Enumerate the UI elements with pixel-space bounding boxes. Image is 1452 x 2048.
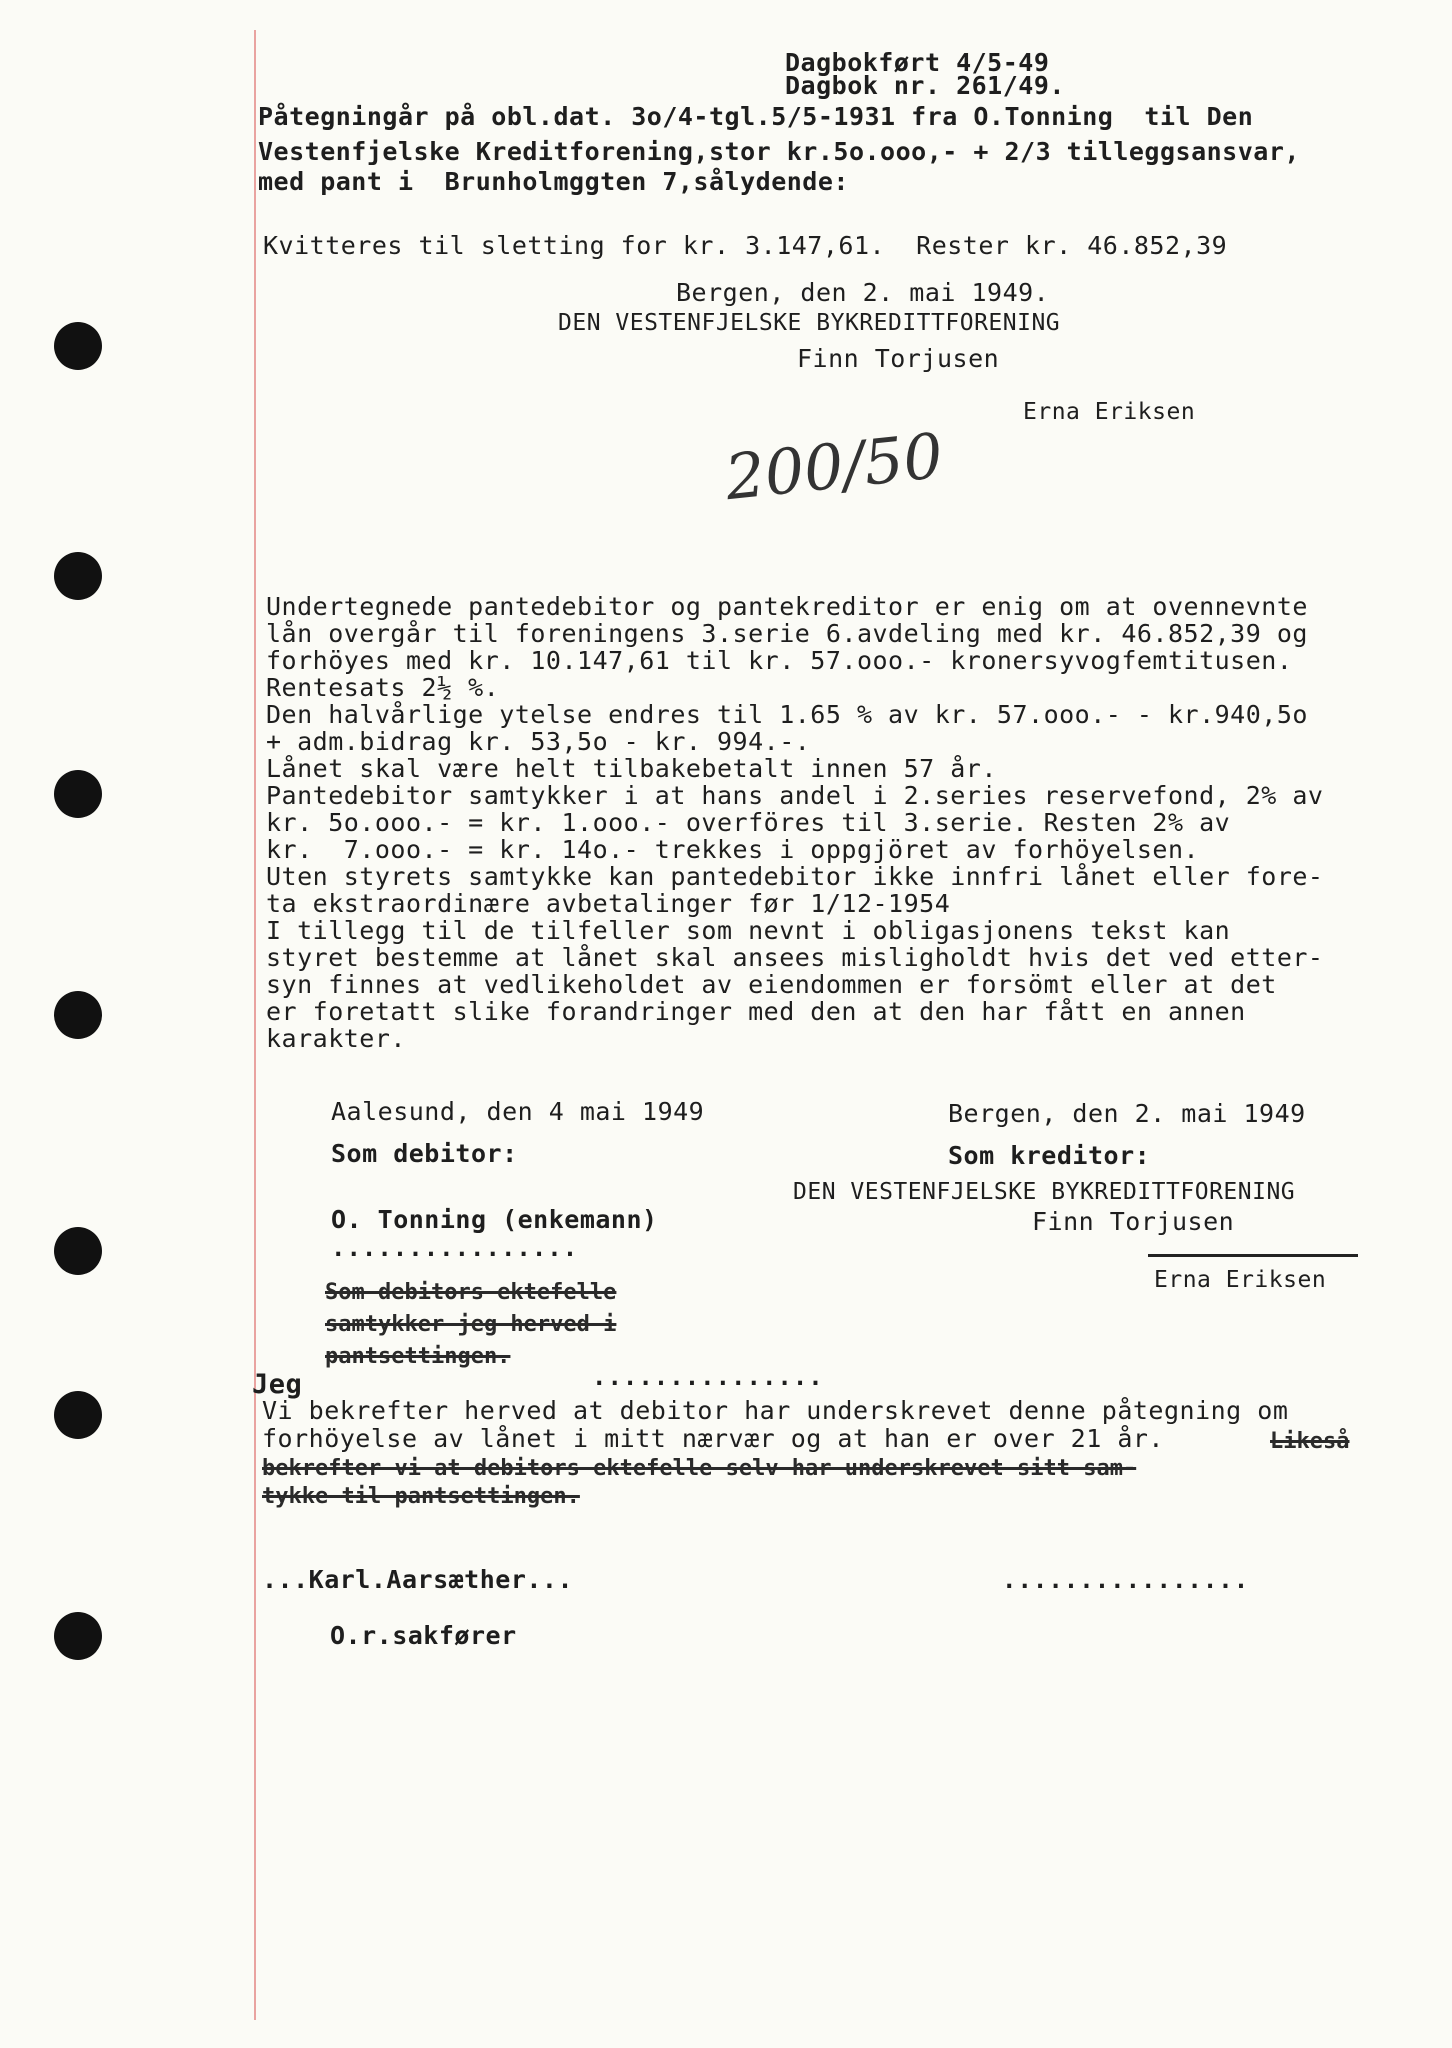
body-line: styret bestemme at lånet skal ansees misligholdt hvis det ved etter-	[266, 943, 1324, 972]
handwritten-annotation: 200/50	[721, 418, 947, 515]
signature-rule	[1148, 1254, 1358, 1257]
punch-hole	[54, 1612, 102, 1660]
body-line: Rentesats 2½ %.	[266, 673, 500, 702]
body-line: ta ekstraordinære avbetalinger før 1/12-1954	[266, 889, 951, 918]
body-line: er foretatt slike forandringer med den at den har fått en annen	[266, 997, 1246, 1026]
body-line: Lånet skal være helt tilbakebetalt innen 57 år.	[266, 754, 997, 783]
body-line: karakter.	[266, 1024, 406, 1053]
right-signature-dots: ................	[1002, 1566, 1250, 1594]
body-line: Den halvårlige ytelse endres til 1.65 % av kr. 57.ooo.- - kr.940,5o	[266, 700, 1308, 729]
kvittering-text: Kvitteres til sletting for kr. 3.147,61. Rester kr. 46.852,39	[263, 231, 1228, 260]
kreditor-place-date: Bergen, den 2. mai 1949	[948, 1099, 1306, 1128]
body-line: lån overgår til foreningens 3.serie 6.avdeling med kr. 46.852,39 og	[266, 619, 1308, 648]
confirmation-line-2: forhöyelse av lånet i mitt nærvær og at han er over 21 år.	[262, 1424, 1164, 1453]
confirmation-jeg: Jeg	[252, 1369, 303, 1400]
body-line: forhöyes med kr. 10.147,61 til kr. 57.ooo.- kronersyvogfemtitusen.	[266, 646, 1293, 675]
kreditor-label: Som kreditor:	[948, 1141, 1151, 1170]
debitor-dots: ................	[331, 1234, 579, 1262]
dagbok-line-2: Dagbok nr. 261/49.	[785, 71, 1065, 100]
confirmation-struck-2: bekrefter vi at debitors ektefelle selv har underskrevet sitt sam-	[262, 1456, 1137, 1481]
confirmation-line-1: Vi bekrefter herved at debitor har underskrevet denne påtegning om	[262, 1396, 1289, 1425]
body-line: + adm.bidrag kr. 53,5o - kr. 994.-.	[266, 727, 811, 756]
punch-hole	[54, 770, 102, 818]
confirmation-struck-3: tykke til pantsettingen.	[262, 1484, 580, 1509]
kvittering-signer-2: Erna Eriksen	[1023, 399, 1196, 425]
margin-line	[254, 30, 256, 2020]
body-line: I tillegg til de tilfeller som nevnt i obligasjonens tekst kan	[266, 916, 1231, 945]
body-line: kr. 7.ooo.- = kr. 14o.- trekkes i oppgjöret av forhöyelsen.	[266, 835, 1200, 864]
struck-line-3: pantsettingen.	[325, 1344, 511, 1369]
body-line: syn finnes at vedlikeholdet av eiendommen er forsömt eller at det	[266, 970, 1277, 999]
kvittering-place-date: Bergen, den 2. mai 1949.	[676, 278, 1050, 307]
kvittering-org: DEN VESTENFJELSKE BYKREDITTFORENING	[558, 310, 1061, 336]
body-line: kr. 5o.ooo.- = kr. 1.ooo.- overföres til 3.serie. Resten 2% av	[266, 808, 1231, 837]
struck-line-1: Som debitors ektefelle	[325, 1280, 617, 1305]
kvittering-signer-1: Finn Torjusen	[797, 344, 1000, 373]
punch-hole	[54, 552, 102, 600]
body-line: Uten styrets samtykke kan pantedebitor ikke innfri lånet eller fore-	[266, 862, 1324, 891]
kreditor-signer-2: Erna Eriksen	[1154, 1267, 1327, 1293]
witness-title: O.r.sakfører	[330, 1621, 517, 1650]
kreditor-signer-1: Finn Torjusen	[1032, 1207, 1235, 1236]
header-line-2: Vestenfjelske Kreditforening,stor kr.5o.ooo,- + 2/3 tilleggsansvar,	[258, 137, 1300, 166]
witness-name: ...Karl.Aarsæther...	[262, 1565, 574, 1594]
header-line-3: med pant i Brunholmggten 7,sålydende:	[258, 167, 849, 196]
header-line-1: Påtegningår på obl.dat. 3o/4-tgl.5/5-1931 fra O.Tonning til Den	[258, 102, 1254, 131]
dagbok-line-1: Dagbokført 4/5-49	[785, 48, 1050, 77]
debitor-label: Som debitor:	[331, 1139, 518, 1168]
punch-hole	[54, 1227, 102, 1275]
confirmation-struck-1: Likeså	[1270, 1429, 1350, 1454]
debitor-place-date: Aalesund, den 4 mai 1949	[331, 1097, 705, 1126]
punch-hole	[54, 322, 102, 370]
punch-hole	[54, 991, 102, 1039]
struck-line-2: samtykker jeg herved i	[325, 1312, 617, 1337]
debitor-name: O. Tonning (enkemann)	[331, 1205, 658, 1234]
kreditor-org: DEN VESTENFJELSKE BYKREDITTFORENING	[793, 1179, 1296, 1205]
confirmation-dots: ...............	[592, 1363, 824, 1391]
body-line: Pantedebitor samtykker i at hans andel i 2.series reservefond, 2% av	[266, 781, 1324, 810]
punch-hole	[54, 1391, 102, 1439]
body-line: Undertegnede pantedebitor og pantekreditor er enig om at ovennevnte	[266, 592, 1308, 621]
